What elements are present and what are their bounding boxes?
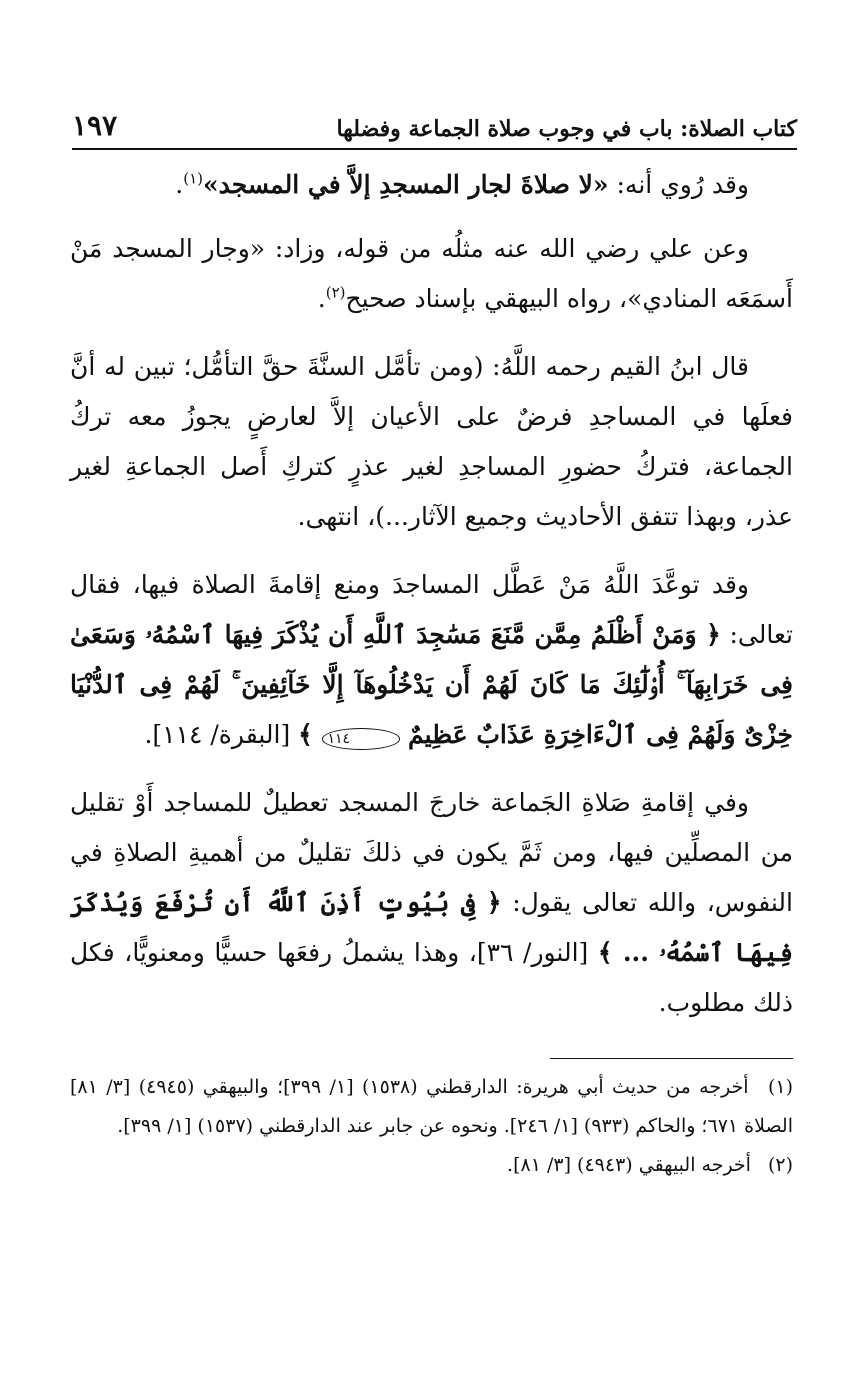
footnote-ref-1[interactable]: (١) [183,169,203,188]
paragraph-ibn-qayyim [70,342,793,542]
footnote-divider [550,1058,793,1059]
footnote-1 [70,1068,793,1146]
footnote-ref-2[interactable]: (٢) [325,283,346,302]
running-title: كتاب الصلاة: باب في وجوب صلاة الجماعة وفضلها [336,116,797,142]
paragraph-text: وعن علي رضي الله عنه مثلُه من قوله، وزاد: «وجار المسجد مَنْ أَسمَعَه المنادي»، رواه البيهقي بإسناد صحيح [70,234,793,313]
paragraph-quran-nur [70,778,793,1028]
paragraph-end: . [175,170,184,199]
ayah-number-marker: ١١٤ [322,728,401,750]
paragraph-end: . [317,284,326,313]
page-number: ١٩٧ [72,109,118,142]
footnote-2 [70,1146,793,1185]
footnote-number: (٢) [767,1154,793,1176]
quran-verse-nur: ﴿ فِى بُيُوتٍ أَذِنَ ٱللَّهُ أَن تُرْفَعَ وَيُذْكَرَ فِيهَا ٱسْمُهُۥ ... ﴾ [70,888,793,967]
hadith-quote: «لا صلاةَ لجار المسجدِ إلاَّ في المسجد» [202,170,609,199]
paragraph-lead: وقد توعَّدَ اللَّهُ مَنْ عَطَّل المساجدَ ومنع إقامةَ الصلاة فيها، فقال تعالى: [70,570,793,649]
footnotes [70,1068,793,1185]
paragraph-tail: [النور/ ٣٦]، وهذا يشملُ رفعَها حسيًّا ومعنويًّا، فكل ذلك مطلوب. [70,938,793,1017]
page-header [72,96,797,150]
footnote-text: أخرجه البيهقي (٤٩٤٣) [٣/ ٨١]. [507,1154,751,1176]
main-text [70,160,793,1046]
paragraph-hadith-masjid [70,160,793,210]
quran-close-bracket: ﴾ [298,720,322,749]
quran-verse-baqarah: ﴿ وَمَنْ أَظْلَمُ مِمَّن مَّنَعَ مَسَٰجِدَ ٱللَّهِ أَن يُذْكَرَ فِيهَا ٱسْمُهُۥ وَسَعَىٰ فِى خَرَابِهَآ ۚ أُو۟لَٰٓئِكَ مَا كَانَ لَهُمْ أَن يَدْخُلُوهَآ إِلَّا خَآئِفِينَ ۚ لَهُمْ فِى ٱلدُّنْيَا خِزْىٌ وَلَهُمْ فِى ٱلْءَاخِرَةِ عَذَابٌ عَظِيمٌ [70,620,793,749]
paragraph-quran-baqarah [70,560,793,760]
verse-citation: [البقرة/ ١١٤]. [144,720,299,749]
paragraph-lead: وفي إقامةِ صَلاةِ الجَماعة خارجَ المسجد تعطيلٌ للمساجد أَوْ تقليل من المصلِّين فيها، ومن ثَمَّ يكون في ذلكَ تقليلٌ من أهميةِ الصلاةِ في النفوس، والله تعالى يقول: [70,788,793,917]
footnote-number: (١) [767,1076,793,1098]
footnote-text: أخرجه من حديث أبي هريرة: الدارقطني (١٥٣٨) [١/ ٣٩٩]؛ والبيهقي (٤٩٤٥) [٣/ ٨١] الصلاة ٦٧١؛ والحاكم (٩٣٣) [١/ ٢٤٦]. ونحوه عن جابر عند الدارقطني (١٥٣٧) [١/ ٣٩٩]. [70,1076,793,1137]
paragraph-text: قال ابنُ القيم رحمه اللَّهُ: (ومن تأمَّل السنَّةَ حقَّ التأمُّل؛ تبين له أنَّ فعلَها في المساجدِ فرضٌ على الأعيان إلاَّ لعارضٍ يجوزُ معه تركُ الجماعة، فتركُ حضورِ المساجدِ لغير عذرٍ كتركِ أَصل الجماعةِ لغير عذر، وبهذا تتفق الأحاديث وجميع الآثار...)، انتهى. [70,352,793,531]
paragraph-lead: وقد رُوي أنه: [608,170,749,199]
paragraph-ali-report [70,224,793,324]
